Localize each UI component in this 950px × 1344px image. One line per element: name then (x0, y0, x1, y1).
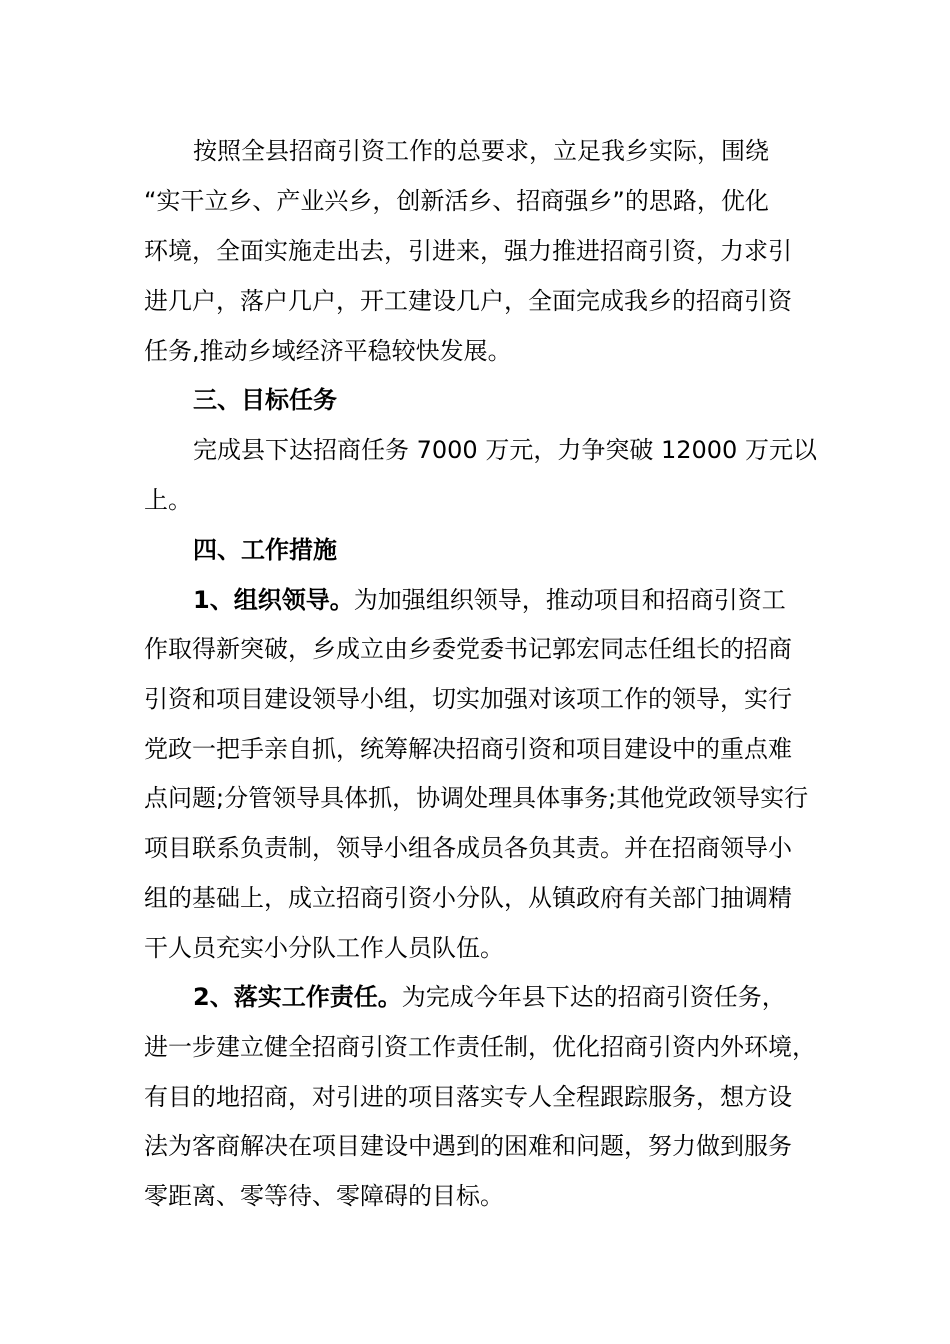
item-title-organization: 1、组织领导。 (193, 586, 354, 614)
paragraph-line: 任务,推动乡域经济平稳较快发展。 (144, 337, 512, 365)
paragraph-line: 干人员充实小分队工作人员队伍。 (144, 934, 504, 962)
paragraph-line: 党政一把手亲自抓，统筹解决招商引资和项目建设中的重点难 (144, 735, 792, 763)
paragraph-line: 进一步建立健全招商引资工作责任制，优化招商引资内外环境， (144, 1033, 816, 1061)
paragraph-line: 进几户，落户几户，开工建设几户，全面完成我乡的招商引资 (144, 287, 792, 315)
section-heading-goals: 三、目标任务 (193, 386, 337, 414)
item-first-line (193, 982, 786, 1012)
paragraph-line: 有目的地招商，对引进的项目落实专人全程跟踪服务，想方设 (144, 1083, 792, 1111)
paragraph-line: 组的基础上，成立招商引资小分队，从镇政府有关部门抽调精 (144, 884, 792, 912)
paragraph-line: 完成县下达招商任务 7000 万元，力争突破 12000 万元以 (193, 436, 817, 464)
paragraph-line: 零距离、零等待、零障碍的目标。 (144, 1182, 504, 1210)
section-heading-measures: 四、工作措施 (193, 536, 337, 564)
paragraph-line: 作取得新突破，乡成立由乡委党委书记郭宏同志任组长的招商 (144, 635, 792, 663)
paragraph-line: 环境，全面实施走出去，引进来，强力推进招商引资，力求引 (144, 237, 792, 265)
item-title-responsibility: 2、落实工作责任。 (193, 983, 402, 1011)
paragraph-line: 法为客商解决在项目建设中遇到的困难和问题，努力做到服务 (144, 1132, 792, 1160)
item-first-line (193, 585, 786, 615)
item-text: 为完成今年县下达的招商引资任务， (401, 983, 786, 1011)
paragraph-line: “实干立乡、产业兴乡，创新活乡、招商强乡”的思路，优化 (144, 187, 769, 215)
paragraph-line: 按照全县招商引资工作的总要求，立足我乡实际，围绕 (193, 137, 769, 165)
paragraph-line: 上。 (144, 486, 192, 514)
item-text: 为加强组织领导，推动项目和招商引资工 (353, 586, 786, 614)
paragraph-line: 引资和项目建设领导小组，切实加强对该项工作的领导，实行 (144, 685, 792, 713)
paragraph-line: 点问题;分管领导具体抓，协调处理具体事务;其他党政领导实行 (144, 784, 809, 812)
paragraph-line: 项目联系负责制，领导小组各成员各负其责。并在招商领导小 (144, 834, 792, 862)
